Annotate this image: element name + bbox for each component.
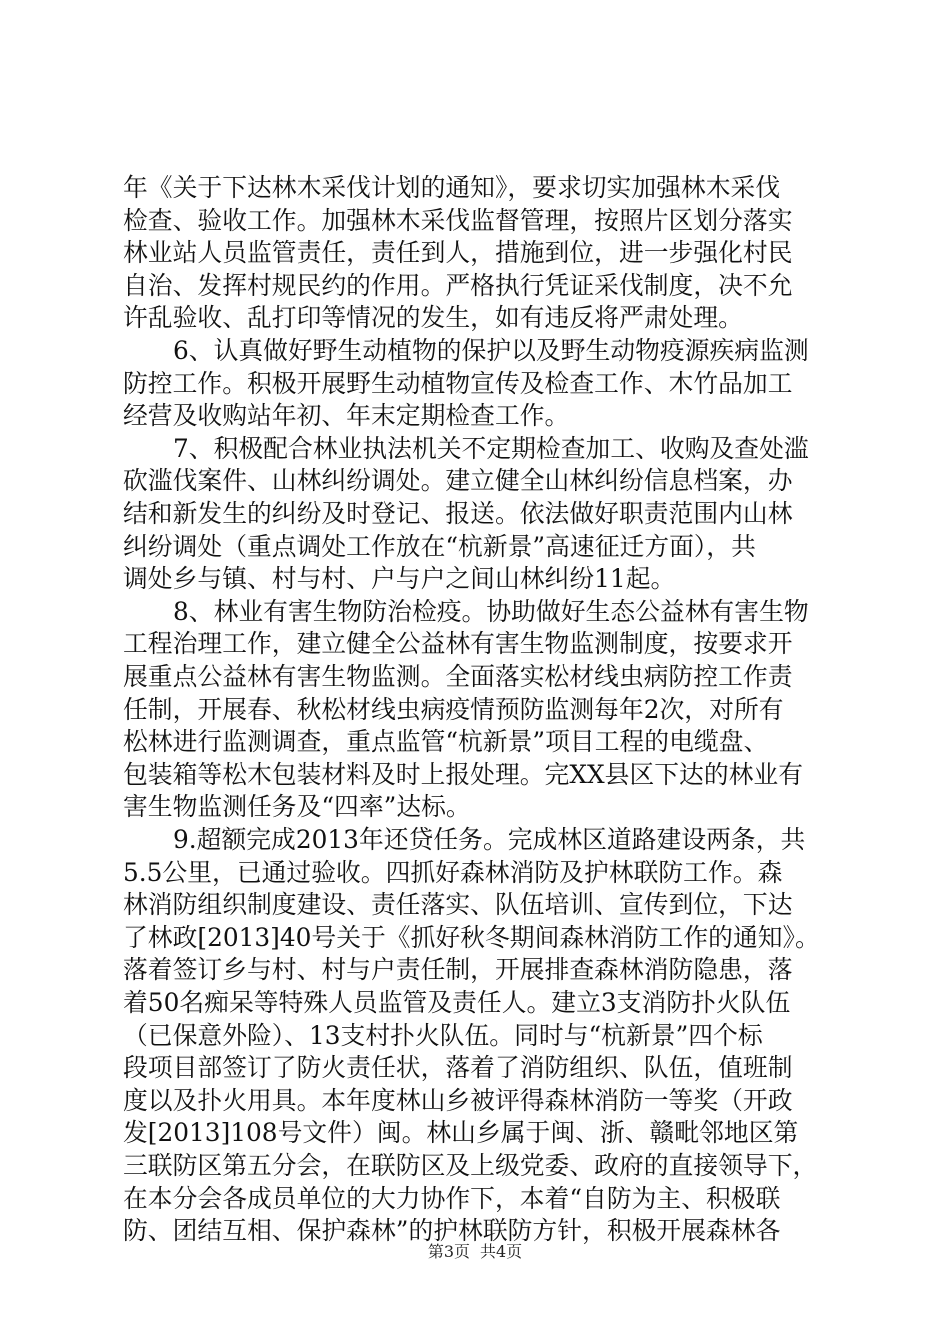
text-line: 防、团结互相、保护森林”的护林联防方针，积极开展森林各 — [123, 1216, 781, 1245]
text-line: 害生物监测任务及“四率”达标。 — [123, 792, 471, 821]
page-footer — [0, 1240, 950, 1264]
text-line: 许乱验收、乱打印等情况的发生，如有违反将严肃处理。 — [123, 303, 743, 332]
paragraph-8-start: 8、林业有害生物防治检疫。协助做好生态公益林有害生物 — [173, 597, 809, 626]
text-line: 度以及扑火用具。本年度林山乡被评得森林消防一等奖（开政 — [123, 1086, 793, 1115]
text-line: 林业站人员监管责任，责任到人，措施到位，进一步强化村民 — [123, 238, 793, 267]
text-line: 检查、验收工作。加强林木采伐监督管理，按照片区划分落实 — [123, 206, 793, 235]
text-line: 5.5公里，已通过验收。四抓好森林消防及护林联防工作。森 — [123, 858, 783, 887]
paragraph-6-start: 6、认真做好野生动植物的保护以及野生动物疫源疾病监测 — [173, 336, 809, 365]
text-line: 段项目部签订了防火责任状，落着了消防组织、队伍，值班制 — [123, 1053, 793, 1082]
page-number: 第3页 — [427, 1242, 470, 1261]
text-line: 调处乡与镇、村与村、户与户之间山林纠纷11起。 — [123, 564, 676, 593]
text-line: 林消防组织制度建设、责任落实、队伍培训、宣传到位，下达 — [123, 890, 793, 919]
text-line: （已保意外险）、13支村扑火队伍。同时与“杭新景”四个标 — [123, 1021, 763, 1050]
text-line: 防控工作。积极开展野生动植物宣传及检查工作、木竹品加工 — [123, 369, 793, 398]
text-line: 工程治理工作，建立健全公益林有害生物监测制度，按要求开 — [123, 629, 793, 658]
paragraph-7-start: 7、积极配合林业执法机关不定期检查加工、收购及查处滥 — [173, 434, 809, 463]
total-pages: 共4页 — [480, 1242, 523, 1261]
text-line: 自治、发挥村规民约的作用。严格执行凭证采伐制度，决不允 — [123, 271, 793, 300]
text-line: 结和新发生的纠纷及时登记、报送。依法做好职责范围内山林 — [123, 499, 793, 528]
text-line: 包装箱等松木包装材料及时上报处理。完XX县区下达的林业有 — [123, 760, 804, 789]
text-line: 砍滥伐案件、山林纠纷调处。建立健全山林纠纷信息档案，办 — [123, 466, 793, 495]
paragraph-9-start: 9.超额完成2013年还贷任务。完成林区道路建设两条，共 — [173, 825, 806, 854]
text-line: 发[2013]108号文件）闽。林山乡属于闽、浙、赣毗邻地区第 — [123, 1118, 799, 1147]
text-line: 展重点公益林有害生物监测。全面落实松材线虫病防控工作责 — [123, 662, 793, 691]
text-line: 年《关于下达林木采伐计划的通知》，要求切实加强林木采伐 — [123, 173, 781, 202]
text-line: 在本分会各成员单位的大力协作下，本着“自防为主、积极联 — [123, 1184, 781, 1213]
text-line: 松林进行监测调查，重点监管“杭新景”项目工程的电缆盘、 — [123, 727, 769, 756]
text-line: 落着签订乡与村、村与户责任制，开展排查森林消防隐患，落 — [123, 955, 793, 984]
text-line: 着50名痴呆等特殊人员监管及责任人。建立3支消防扑火队伍 — [123, 988, 791, 1017]
text-line: 三联防区第五分会，在联防区及上级党委、政府的直接领导下， — [123, 1151, 818, 1180]
text-line: 了林政[2013]40号关于《抓好秋冬期间森林消防工作的通知》。 — [123, 923, 820, 952]
text-line: 任制，开展春、秋松材线虫病疫情预防监测每年2次，对所有 — [123, 695, 784, 724]
text-line: 经营及收购站年初、年末定期检查工作。 — [123, 401, 570, 430]
text-line: 纠纷调处（重点调处工作放在“杭新景”高速征迁方面），共 — [123, 532, 756, 561]
